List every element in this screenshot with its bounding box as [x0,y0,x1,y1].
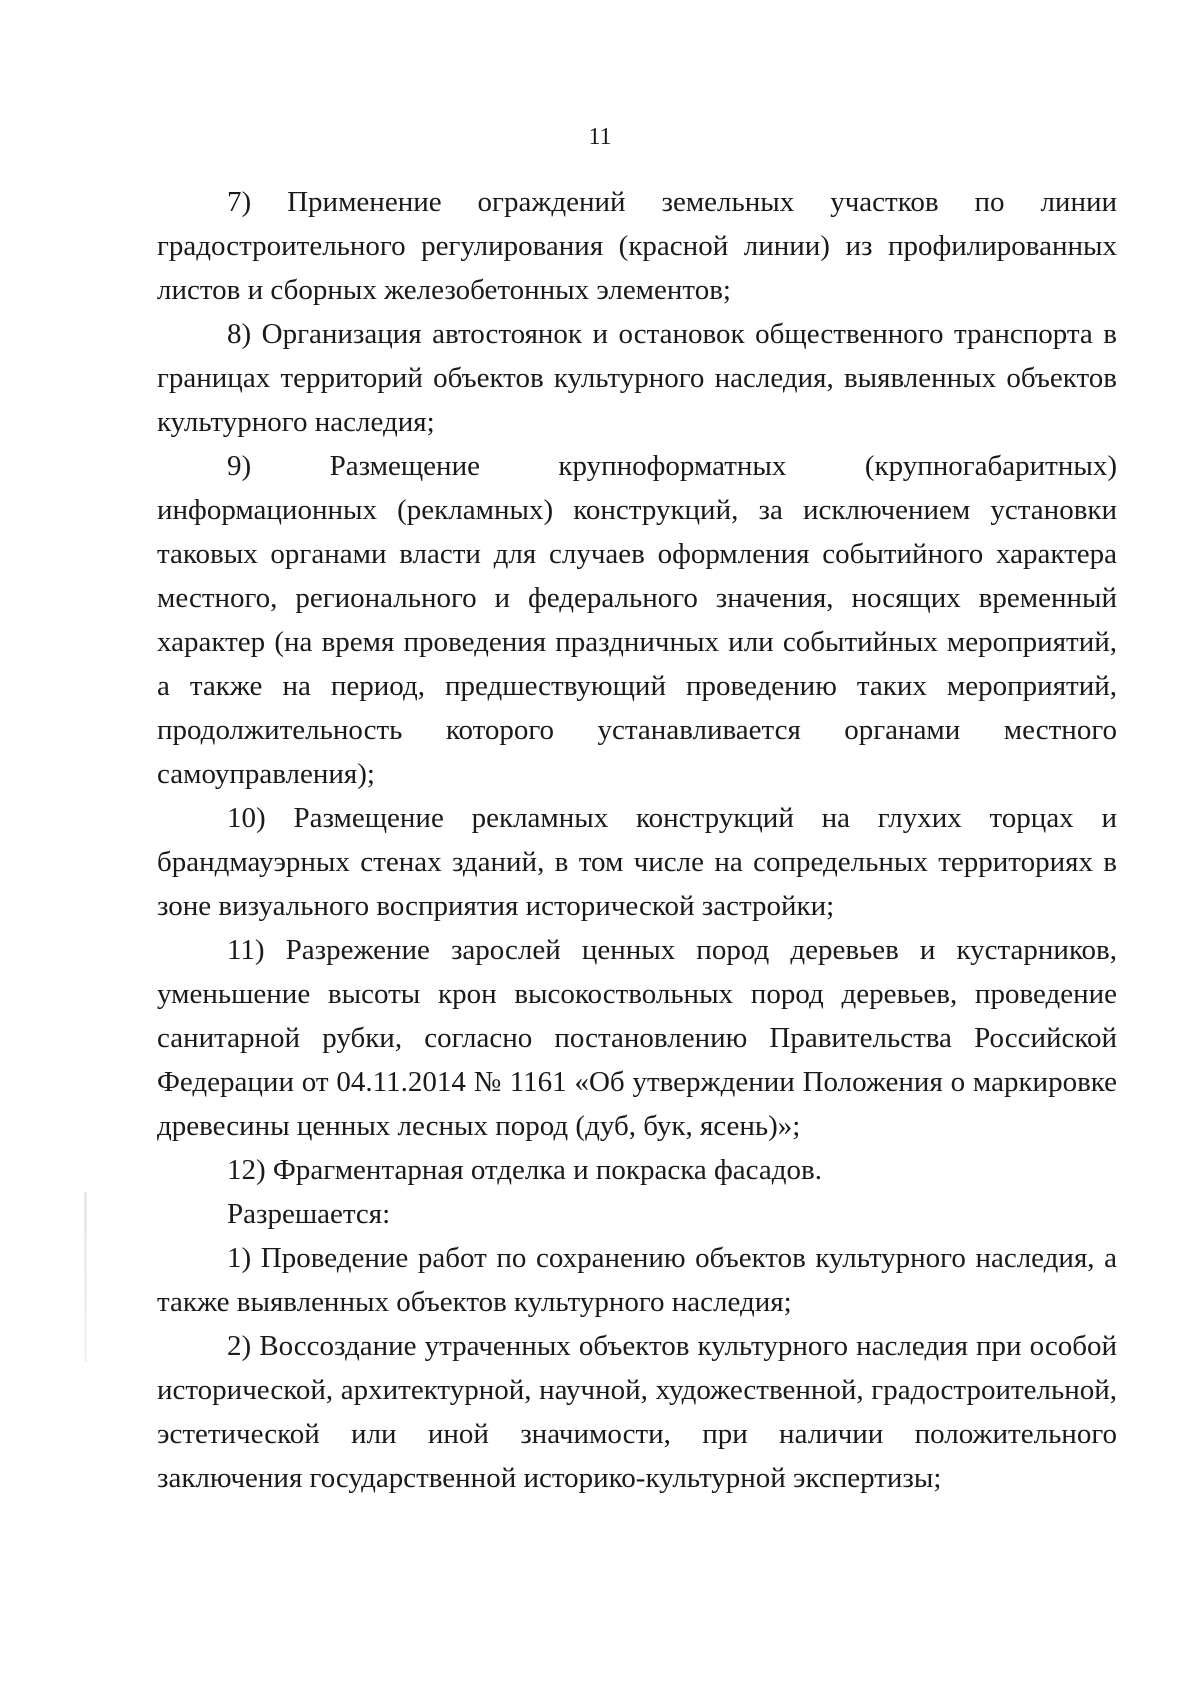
paragraph-prohibited-12: 12) Фрагментарная отделка и покраска фасадов. [227,1154,822,1186]
allowed-heading: Разрешается: [227,1198,391,1230]
paragraph-prohibited-7: 7) Применение ограждений земельных участков по линии градостроительного регулирования (красной линии) из профилированных листов и сборных железобетонных элементов; [157,186,1117,306]
paragraph-prohibited-8: 8) Организация автостоянок и остановок общественного транспорта в границах территорий объектов культурного наследия, выявленных объектов культурного наследия; [157,318,1117,438]
paragraph-prohibited-10: 10) Размещение рекламных конструкций на глухих торцах и брандмауэрных стенах зданий, в том числе на сопредельных территориях в зоне визуального восприятия исторической застройки; [157,802,1117,922]
paragraph-prohibited-9: 9) Размещение крупноформатных (крупногабаритных) информационных (рекламных) конструкций, за исключением установки таковых органами власти для случаев оформления событийного характера местного, регионального и федерального значения, носящих временный характер (на время проведения праздничных или событийных мероприятий, а также на период, предшествующий проведению таких мероприятий, продолжительность которого устанавливается органами местного самоуправления); [157,450,1117,790]
paragraph-allowed-2: 2) Воссоздание утраченных объектов культурного наследия при особой исторической, архитектурной, научной, художественной, градостроительной, эстетической или иной значимости, при наличии положительного заключения государственной историко-культурной экспертизы; [157,1330,1117,1494]
scan-margin-mark [84,1192,87,1362]
paragraph-allowed-1: 1) Проведение работ по сохранению объектов культурного наследия, а также выявленных объектов культурного наследия; [157,1242,1117,1318]
page-number: 11 [588,124,612,150]
document-body [157,180,1117,1500]
paragraph-prohibited-11: 11) Разрежение зарослей ценных пород деревьев и кустарников, уменьшение высоты крон высокоствольных пород деревьев, проведение санитарной рубки, согласно постановлению Правительства Российской Федерации от 04.11.2014 № 1161 «Об утверждении Положения о маркировке древесины ценных лесных пород (дуб, бук, ясень)»; [157,934,1117,1142]
